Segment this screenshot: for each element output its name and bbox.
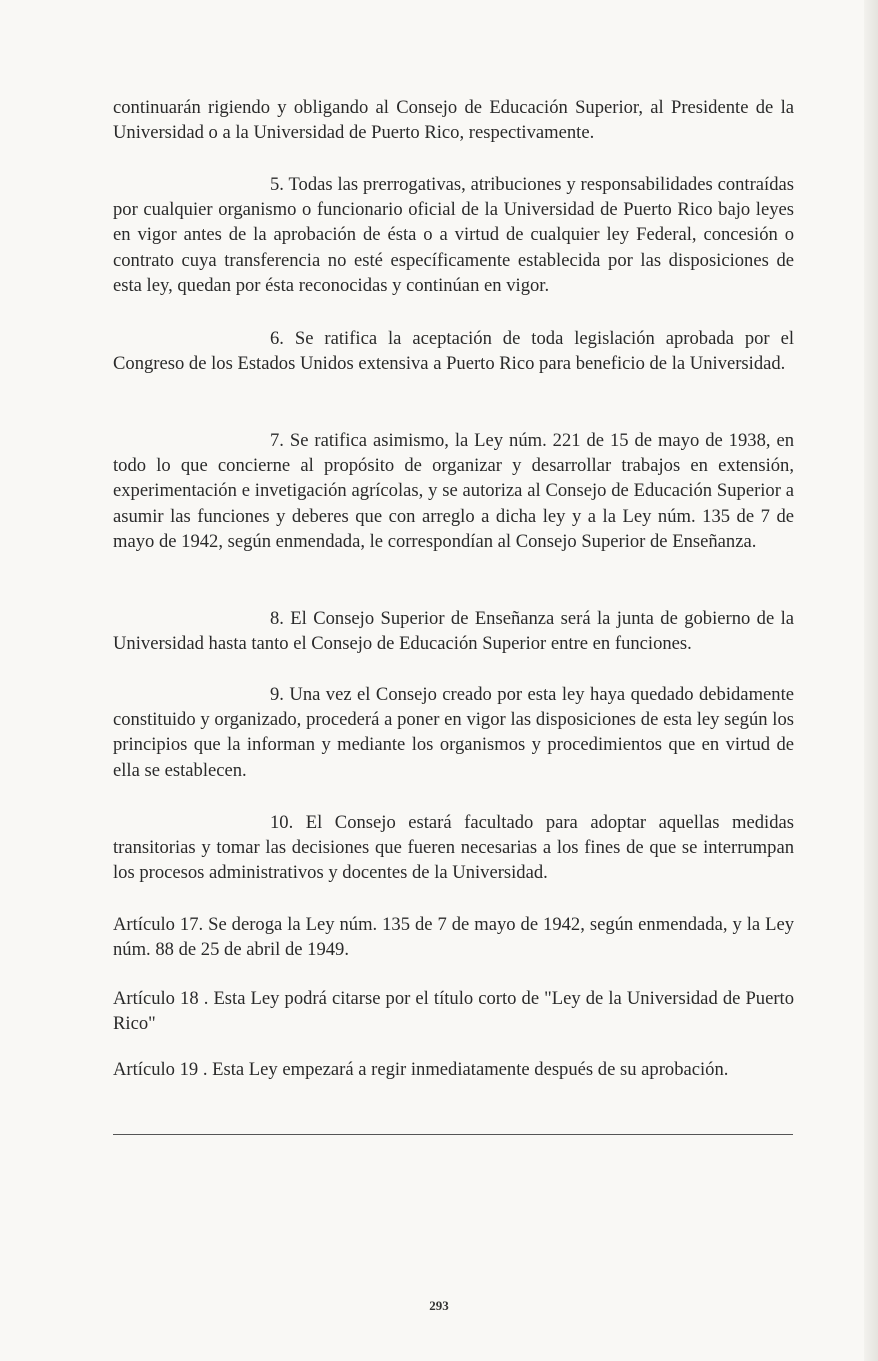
item-7-paragraph: 7. Se ratifica asimismo, la Ley núm. 221 de 15 de mayo de 1938, en todo lo que concierne al propósito de organizar y desarrollar trabajos en extensión, experimentación e invetigación agrícolas, y se autoriza al Consejo de Educación Superior a asumir las funciones y deberes que con arreglo a dicha ley y a la Ley núm. 135 de 7 de mayo de 1942, según enmendada, le correspondían al Consejo Superior de Enseñanza. [113, 430, 794, 552]
item-5-paragraph: 5. Todas las prerrogativas, atribuciones y responsabilidades contraídas por cualquier organismo o funcionario oficial de la Universidad de Puerto Rico bajo leyes en vigor antes de la aprobación de ésta o a virtud de cualquier ley Federal, concesión o contrato cuya transferencia no esté específicamente establecida por las disposiciones de esta ley, quedan por ésta reconocidas y continúan en vigor. [113, 174, 794, 296]
page-edge-shadow [864, 0, 878, 1361]
item-6-paragraph: 6. Se ratifica la aceptación de toda legislación aprobada por el Congreso de los Estados Unidos extensiva a Puerto Rico para beneficio de la Universidad. [113, 328, 794, 375]
item-8-paragraph: 8. El Consejo Superior de Enseñanza será la junta de gobierno de la Universidad hasta tanto el Consejo de Educación Superior entre en funciones. [113, 608, 794, 655]
continuation-paragraph: continuarán rigiendo y obligando al Consejo de Educación Superior, al Presidente de la Universidad o a la Universidad de Puerto Rico, respectivamente. [113, 97, 794, 144]
page-number: 293 [429, 1298, 449, 1313]
item-10-paragraph: 10. El Consejo estará facultado para adoptar aquellas medidas transitorias y tomar las decisiones que fueren necesarias a los fines de que se interrumpan los procesos administrativos y docentes de la Universidad. [113, 812, 794, 884]
horizontal-rule [113, 1134, 793, 1135]
article-19-paragraph: Artículo 19 . Esta Ley empezará a regir inmediatamente después de su aprobación. [113, 1059, 729, 1080]
item-9-paragraph: 9. Una vez el Consejo creado por esta ley haya quedado debidamente constituido y organizado, procederá a poner en vigor las disposiciones de esta ley según los principios que la informan y mediante los organismos y procedimientos que en virtud de ella se establecen. [113, 684, 794, 781]
article-17-paragraph: Artículo 17. Se deroga la Ley núm. 135 de 7 de mayo de 1942, según enmendada, y la Ley núm. 88 de 25 de abril de 1949. [113, 914, 794, 961]
article-18-paragraph: Artículo 18 . Esta Ley podrá citarse por el título corto de "Ley de la Universidad de Puerto Rico" [113, 988, 794, 1035]
